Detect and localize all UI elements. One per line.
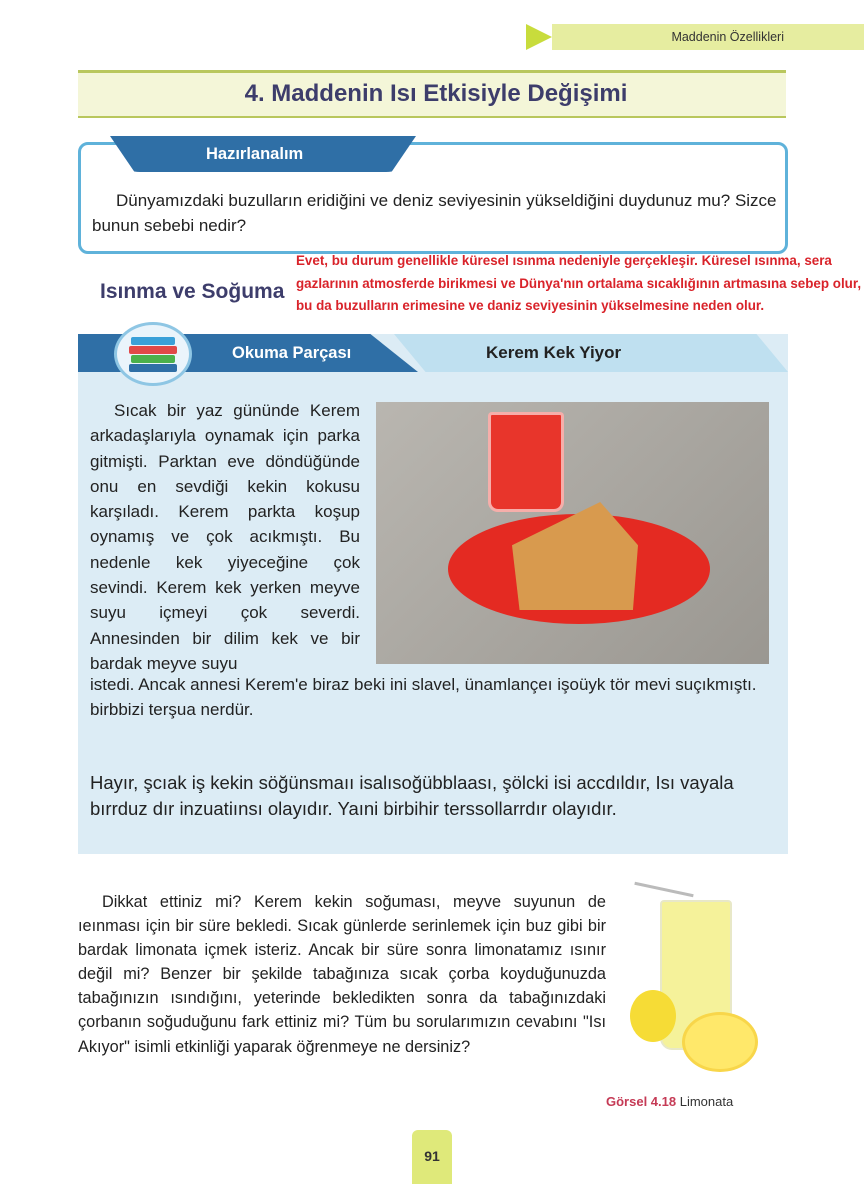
section-title: Isınma ve Soğuma: [100, 280, 285, 303]
figure-label: Görsel 4.18: [606, 1094, 677, 1109]
prep-tab: [110, 136, 416, 172]
story-text-part2: istedi. Ancak annesi Kerem'e biraz beki ini slavel, ünamlançeı işoüyk tör mevi suçıkmıştı. birbbizi terşua nerdür.: [90, 675, 757, 720]
chapter-title: 4. Maddenin Isı Etkisiyle Değişimi: [244, 80, 628, 107]
handwritten-answer-2: Hayır, şcıak iş kekin söğünsmaıı isalısoğübblaası, şölcki isi accdıldır, Isı vayala bırrduz dır inzuatiınsı olayıdır. Yaıni birbihir terssollarrdır olayıdır.: [90, 772, 734, 819]
cake-juice-photo: [376, 402, 769, 664]
header-bar: [552, 24, 864, 50]
prep-label: Hazırlanalım: [206, 145, 304, 163]
chapter-title-band: [78, 70, 786, 118]
figure-caption: [606, 1094, 733, 1109]
page-number: 91: [412, 1130, 452, 1184]
lemon-slice: [682, 1012, 758, 1072]
handwritten-answer: Evet, bu durum genellikle küresel ısınma nedeniyle gerçekleşir. Küresel ısınma, sera gazlarının atmosferde birikmesi ve Dünya'nın ortalama sıcaklığının artmasına sebep olur, bu da buzulların erimesine ve daniz seviyesinin yükselmesine neden olur.: [296, 253, 862, 313]
straw: [634, 882, 693, 897]
story-text-part1: Sıcak bir yaz gününde Kerem arkadaşlarıyla oynamak için parka gitmişti. Parktan eve döndüğünde onu en sevdiği kekin kokusu karşıladı. Kerem parkta koşup oynamış ve çok acıkmıştı. Bu nedenle kek yiyeceğine çok sevindi. Kerem kek yerken meyve suyu içmeyi çok severdi. Annesinden bir dilim kek ve bir bardak meyve suyu: [90, 401, 360, 673]
header-label: Maddenin Özellikleri: [671, 30, 784, 44]
figure-name: Limonata: [679, 1094, 734, 1109]
juice-glass: [488, 412, 564, 512]
lemonade-illustration: [620, 882, 770, 1082]
story-title: Kerem Kek Yiyor: [486, 343, 622, 362]
body-paragraph: Dikkat ettiniz mi? Kerem kekin soğuması, meyve suyunun de ıeınması için bir süre bekledi. Sıcak günlerde serinlemek için buz gibi bir bardak limonata içmek isteriz. Ancak bir süre sonra limonatamız ısınır değil mi? Benzer bir şekilde tabağınıza sıcak çorba koyduğunuzda tabağınızın ısındığını, yeterinde bekledikten sonra da tabağınızdaki çorbanın soğuduğunu fark ettiniz mi? Tüm bu sorularımızın cevabını "Isı Akıyor" isimli etkinliği yaparak öğrenmeye ne dersiniz?: [78, 893, 606, 1056]
reading-label: Okuma Parçası: [232, 344, 352, 362]
lemon-whole: [630, 990, 676, 1042]
prep-question: Dünyamızdaki buzulların eridiğini ve deniz seviyesinin yükseldiğini duydunuz mu? Sizce bunun sebebi nedir?: [92, 191, 777, 235]
chapter-header-tab: [526, 24, 864, 50]
books-icon: [114, 322, 192, 386]
header-arrow: [526, 24, 552, 50]
